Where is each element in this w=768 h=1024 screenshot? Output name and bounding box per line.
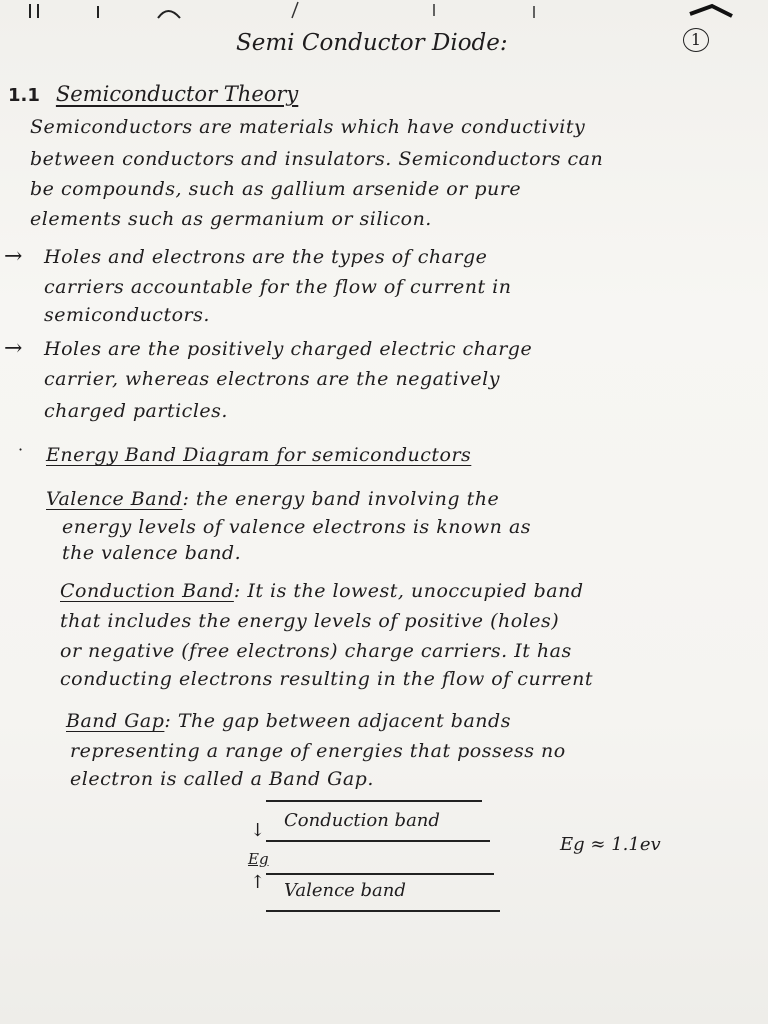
intro-line: elements such as germanium or silicon.	[30, 208, 432, 230]
valence-text: : the energy band involving the	[182, 488, 500, 510]
conduction-band-top-line	[266, 800, 482, 802]
valence-line: energy levels of valence electrons is known as	[62, 516, 532, 538]
band-gap-term: Band Gap	[66, 710, 165, 732]
page-number: 1	[683, 28, 709, 52]
band-gap-text: : The gap between adjacent bands	[164, 710, 511, 732]
valence-definition	[46, 488, 499, 510]
valence-line: the valence band.	[62, 542, 242, 564]
intro-line: be compounds, such as gallium arsenide or pure	[30, 178, 522, 200]
valence-band-bottom-line	[266, 910, 500, 912]
energy-band-heading: Energy Band Diagram for semiconductors	[46, 444, 472, 466]
conduction-line: conducting electrons resulting in the flow of current	[60, 668, 593, 690]
section-number: 1.1	[8, 85, 40, 106]
conduction-band-label: Conduction band	[284, 810, 440, 831]
arrow-icon: →	[4, 336, 23, 361]
point-line: semiconductors.	[44, 304, 210, 326]
band-gap-value: Eg ≈ 1.1ev	[560, 834, 661, 855]
conduction-term: Conduction Band	[60, 580, 234, 602]
section-heading	[8, 82, 298, 106]
point-line: charged particles.	[44, 400, 228, 422]
point-line: carriers accountable for the flow of current in	[44, 276, 512, 298]
arrow-up-icon: ↑	[250, 872, 266, 893]
point-line: carrier, whereas electrons are the negatively	[44, 368, 500, 390]
top-edge-marks	[0, 0, 768, 24]
band-gap-symbol: Eg	[248, 850, 269, 868]
bullet-dot-icon: ·	[18, 440, 24, 459]
point-line: Holes and electrons are the types of charge	[44, 246, 488, 268]
valence-band-top-line	[266, 873, 494, 875]
band-gap-line: representing a range of energies that possess no	[70, 740, 566, 762]
conduction-band-bottom-line	[266, 840, 490, 842]
section-title: Semiconductor Theory	[55, 82, 299, 106]
intro-line: Semiconductors are materials which have conductivity	[30, 116, 586, 138]
valence-band-label: Valence band	[284, 880, 406, 901]
conduction-line: or negative (free electrons) charge carriers. It has	[60, 640, 572, 662]
valence-term: Valence Band	[46, 488, 183, 510]
intro-line: between conductors and insulators. Semiconductors can	[30, 148, 604, 170]
band-gap-line: electron is called a Band Gap.	[70, 768, 374, 790]
arrow-icon: →	[4, 244, 23, 269]
conduction-text: : It is the lowest, unoccupied band	[233, 580, 584, 602]
point-line: Holes are the positively charged electric charge	[44, 338, 533, 360]
conduction-line: that includes the energy levels of positive (holes)	[60, 610, 560, 632]
page-title: Semi Conductor Diode:	[236, 30, 508, 56]
conduction-definition	[60, 580, 584, 602]
arrow-down-icon: ↓	[250, 820, 266, 841]
band-gap-definition	[66, 710, 511, 732]
